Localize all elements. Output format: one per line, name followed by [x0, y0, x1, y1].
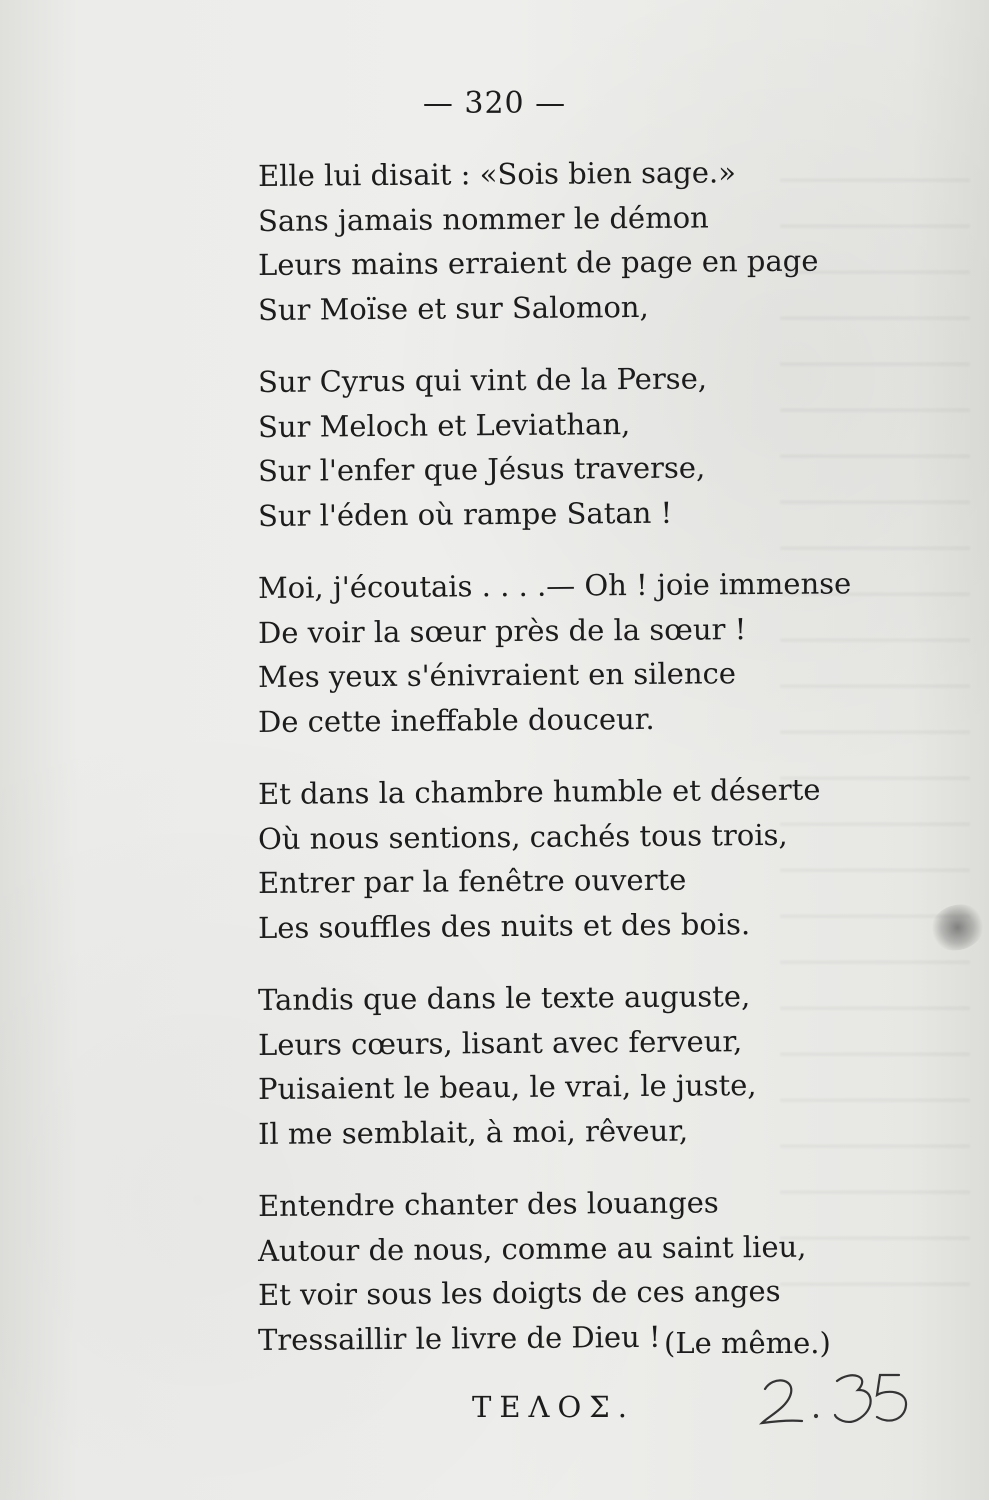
poem-line: Où nous sentions, cachés tous trois,: [257, 817, 788, 856]
stanza-2: [258, 360, 898, 538]
poem-line: Sur Cyrus qui vint de la Perse,: [257, 361, 708, 399]
poem-line: Sur Moïse et sur Salomon,: [257, 289, 649, 327]
poem-line: Sur l'enfer que Jésus traverse,: [257, 450, 706, 488]
poem-line: Puisaient le beau, le vrai, le juste,: [257, 1068, 757, 1106]
stanza-1: [258, 154, 898, 332]
poem-line: De voir la sœur près de la sœur !: [257, 611, 747, 650]
poem-line: Et voir sous les doigts de ces anges: [257, 1273, 781, 1312]
stanza-4: [258, 772, 898, 950]
poem-line: Leurs cœurs, lisant avec ferveur,: [257, 1023, 743, 1062]
poem: [258, 154, 898, 1390]
poem-line: Tandis que dans le texte auguste,: [257, 979, 751, 1017]
poem-line: De cette ineffable douceur.: [257, 701, 655, 739]
poem-line: Les souffles des nuits et des bois.: [257, 906, 751, 945]
poem-line: Mes yeux s'énivraient en silence: [257, 656, 737, 694]
poem-line: Il me semblait, à moi, rêveur,: [257, 1113, 689, 1151]
stanza-5: [258, 978, 898, 1156]
poem-line: Entendre chanter des louanges: [257, 1185, 719, 1223]
poem-line: Leurs mains erraient de page en page: [257, 243, 819, 282]
poem-attribution: (Le même.): [664, 1326, 831, 1360]
poem-line: Sur Meloch et Leviathan,: [257, 406, 631, 444]
poem-line: Tressaillir le livre de Dieu !: [257, 1319, 661, 1357]
poem-line: Sur l'éden où rampe Satan !: [257, 495, 673, 533]
poem-line: Moi, j'écoutais . . . .— Oh ! joie immense: [257, 566, 852, 605]
poem-line: Sans jamais nommer le démon: [257, 199, 709, 238]
page-number: — 320 —: [422, 86, 567, 121]
handwritten-note-2-35: [753, 1365, 923, 1430]
stanza-3: [258, 566, 898, 744]
poem-line: Elle lui disait : «Sois bien sage.»: [257, 155, 737, 193]
poem-line: Entrer par la fenêtre ouverte: [257, 862, 687, 900]
poem-line: Et dans la chambre humble et déserte: [257, 772, 821, 811]
telos-ending: ΤΕΛΟΣ.: [472, 1390, 635, 1424]
poem-line: Autour de nous, comme au saint lieu,: [257, 1229, 807, 1268]
